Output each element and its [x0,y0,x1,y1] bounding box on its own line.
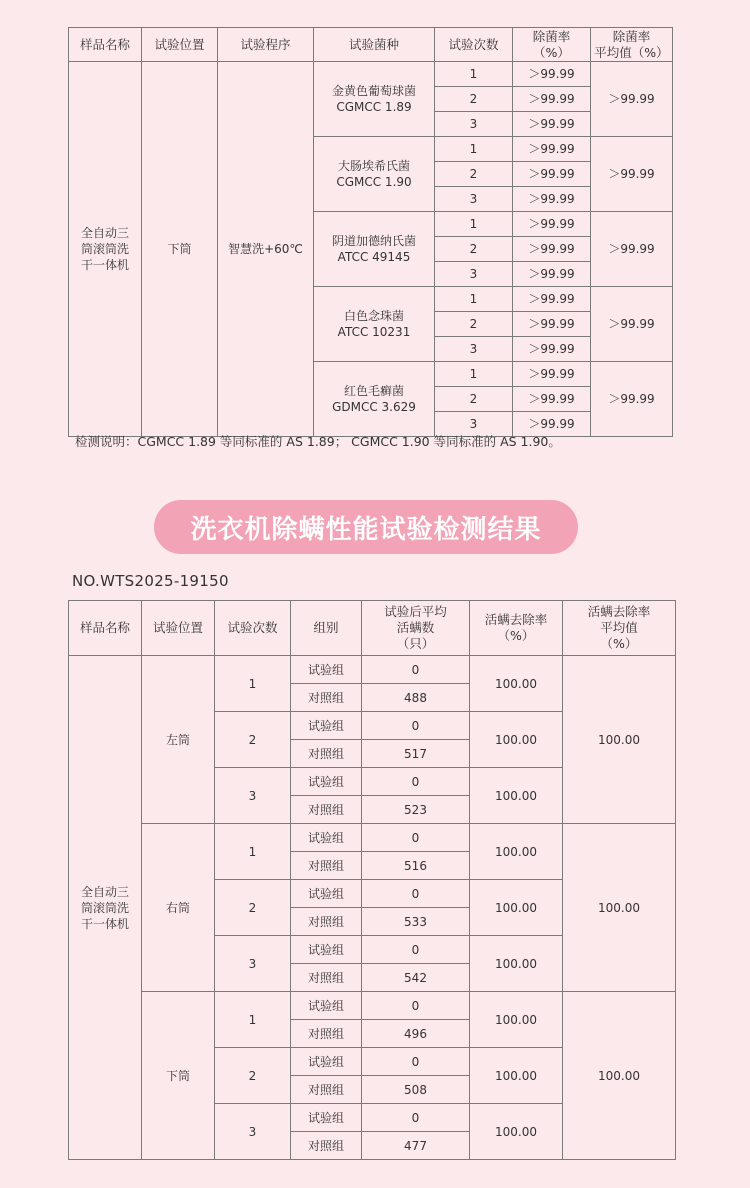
removal-rate-cell: 100.00 [470,936,563,992]
rate-cell: ＞99.99 [513,112,591,137]
rate-cell: ＞99.99 [513,312,591,337]
strain-cell: 大肠埃希氏菌 CGMCC 1.90 [314,137,435,212]
run-number-cell: 2 [435,387,513,412]
position-cell: 右筒 [142,824,215,992]
program-cell: 智慧洗+60℃ [218,62,314,437]
run-number-cell: 3 [215,1104,291,1160]
header-group: 组别 [291,601,362,656]
mite-count-cell: 0 [362,880,470,908]
strain-cell: 阴道加德纳氏菌 ATCC 49145 [314,212,435,287]
avg-removal-rate-cell: 100.00 [563,656,676,824]
group-label-cell: 试验组 [291,1104,362,1132]
group-label-cell: 试验组 [291,712,362,740]
mite-count-cell: 0 [362,936,470,964]
run-number-cell: 1 [435,62,513,87]
header-removal-rate-avg: 除菌率 平均值（%） [591,28,673,62]
removal-rate-cell: 100.00 [470,712,563,768]
mite-count-cell: 488 [362,684,470,712]
run-number-cell: 2 [435,162,513,187]
header-avg-live-mites: 试验后平均 活螨数 （只） [362,601,470,656]
rate-cell: ＞99.99 [513,337,591,362]
rate-cell: ＞99.99 [513,262,591,287]
avg-rate-cell: ＞99.99 [591,137,673,212]
avg-removal-rate-cell: 100.00 [563,824,676,992]
run-number-cell: 2 [215,712,291,768]
run-number-cell: 1 [435,362,513,387]
group-label-cell: 试验组 [291,936,362,964]
group-label-cell: 对照组 [291,740,362,768]
header-test-strain: 试验菌种 [314,28,435,62]
removal-rate-cell: 100.00 [470,992,563,1048]
group-label-cell: 试验组 [291,880,362,908]
rate-cell: ＞99.99 [513,87,591,112]
rate-cell: ＞99.99 [513,212,591,237]
header-test-count: 试验次数 [215,601,291,656]
run-number-cell: 2 [435,237,513,262]
rate-cell: ＞99.99 [513,362,591,387]
mite-count-cell: 0 [362,1048,470,1076]
mite-count-cell: 0 [362,768,470,796]
header-sample-name: 样品名称 [69,601,142,656]
run-number-cell: 1 [215,824,291,880]
group-label-cell: 对照组 [291,1076,362,1104]
group-label-cell: 试验组 [291,1048,362,1076]
sample-name-cell: 全自动三 筒滚筒洗 干一体机 [69,62,142,437]
header-mite-removal-rate-avg: 活螨去除率 平均值 （%） [563,601,676,656]
mite-count-cell: 0 [362,824,470,852]
mite-count-cell: 533 [362,908,470,936]
run-number-cell: 3 [435,262,513,287]
mite-count-cell: 0 [362,992,470,1020]
run-number-cell: 2 [435,312,513,337]
run-number-cell: 1 [435,212,513,237]
group-label-cell: 试验组 [291,992,362,1020]
mite-count-cell: 508 [362,1076,470,1104]
run-number-cell: 3 [435,412,513,437]
table-header-row [69,28,673,62]
mite-count-cell: 0 [362,656,470,684]
strain-cell: 红色毛癣菌 GDMCC 3.629 [314,362,435,437]
test-note: 检测说明：CGMCC 1.89 等同标准的 AS 1.89； CGMCC 1.90 等同标准的 AS 1.90。 [75,434,561,449]
mite-count-cell: 477 [362,1132,470,1160]
avg-removal-rate-cell: 100.00 [563,992,676,1160]
rate-cell: ＞99.99 [513,287,591,312]
table-row [69,992,676,1020]
removal-rate-cell: 100.00 [470,880,563,936]
run-number-cell: 1 [215,992,291,1048]
rate-cell: ＞99.99 [513,162,591,187]
run-number-cell: 2 [215,880,291,936]
rate-cell: ＞99.99 [513,62,591,87]
group-label-cell: 试验组 [291,768,362,796]
group-label-cell: 对照组 [291,796,362,824]
mite-test-table [68,600,676,1160]
run-number-cell: 1 [435,137,513,162]
table-row [69,824,676,852]
run-number-cell: 3 [215,768,291,824]
strain-cell: 金黄色葡萄球菌 CGMCC 1.89 [314,62,435,137]
table-row [69,62,673,87]
sample-name-cell: 全自动三 筒滚筒洗 干一体机 [69,656,142,1160]
position-cell: 下筒 [142,992,215,1160]
run-number-cell: 3 [435,187,513,212]
removal-rate-cell: 100.00 [470,656,563,712]
mite-count-cell: 542 [362,964,470,992]
rate-cell: ＞99.99 [513,137,591,162]
header-mite-removal-rate: 活螨去除率 （%） [470,601,563,656]
run-number-cell: 3 [435,112,513,137]
avg-rate-cell: ＞99.99 [591,62,673,137]
run-number-cell: 3 [435,337,513,362]
removal-rate-cell: 100.00 [470,824,563,880]
position-cell: 左筒 [142,656,215,824]
position-cell: 下筒 [142,62,218,437]
group-label-cell: 对照组 [291,964,362,992]
mite-count-cell: 523 [362,796,470,824]
bacteria-test-table [68,27,673,437]
avg-rate-cell: ＞99.99 [591,362,673,437]
header-test-position: 试验位置 [142,28,218,62]
group-label-cell: 对照组 [291,684,362,712]
group-label-cell: 对照组 [291,908,362,936]
group-label-cell: 对照组 [291,1132,362,1160]
rate-cell: ＞99.99 [513,387,591,412]
header-sample-name: 样品名称 [69,28,142,62]
table-row [69,656,676,684]
header-test-count: 试验次数 [435,28,513,62]
rate-cell: ＞99.99 [513,237,591,262]
group-label-cell: 试验组 [291,824,362,852]
mite-count-cell: 0 [362,712,470,740]
group-label-cell: 试验组 [291,656,362,684]
run-number-cell: 3 [215,936,291,992]
run-number-cell: 2 [435,87,513,112]
mite-count-cell: 496 [362,1020,470,1048]
avg-rate-cell: ＞99.99 [591,287,673,362]
header-removal-rate: 除菌率 （%） [513,28,591,62]
mite-count-cell: 0 [362,1104,470,1132]
run-number-cell: 1 [215,656,291,712]
header-test-position: 试验位置 [142,601,215,656]
rate-cell: ＞99.99 [513,412,591,437]
avg-rate-cell: ＞99.99 [591,212,673,287]
removal-rate-cell: 100.00 [470,768,563,824]
report-number: NO.WTS2025-19150 [72,572,229,590]
run-number-cell: 2 [215,1048,291,1104]
section-title-banner: 洗衣机除螨性能试验检测结果 [154,500,578,554]
header-test-program: 试验程序 [218,28,314,62]
removal-rate-cell: 100.00 [470,1104,563,1160]
removal-rate-cell: 100.00 [470,1048,563,1104]
group-label-cell: 对照组 [291,852,362,880]
rate-cell: ＞99.99 [513,187,591,212]
mite-count-cell: 517 [362,740,470,768]
strain-cell: 白色念珠菌 ATCC 10231 [314,287,435,362]
mite-count-cell: 516 [362,852,470,880]
run-number-cell: 1 [435,287,513,312]
table-header-row [69,601,676,656]
group-label-cell: 对照组 [291,1020,362,1048]
